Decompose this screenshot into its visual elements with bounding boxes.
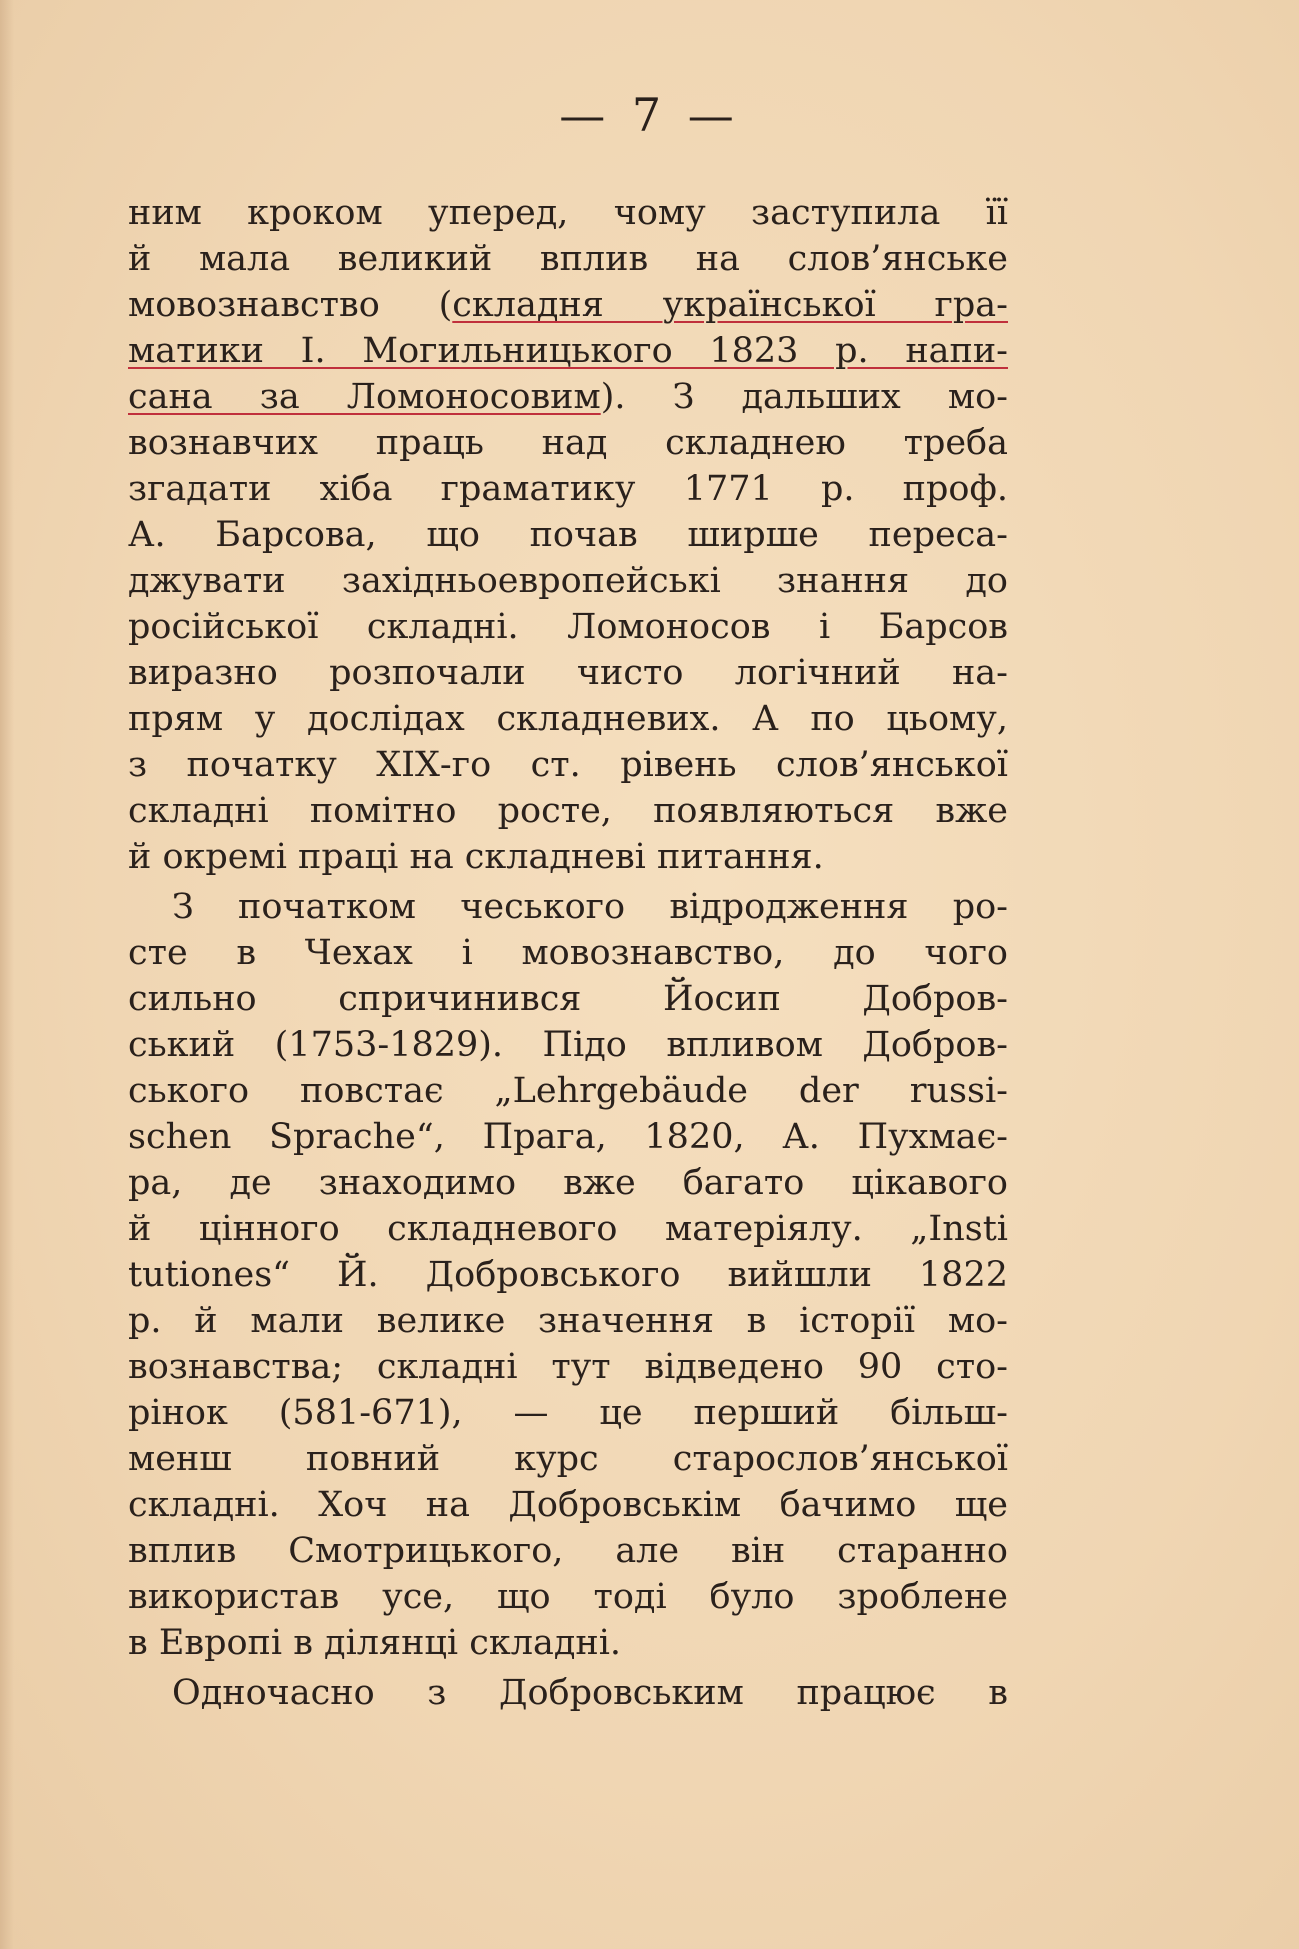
text-line: сильно спричинився Йосип Добров- [128, 979, 1008, 1019]
text-line: ним кроком уперед, чому заступила її [128, 193, 1008, 233]
page-number: — 7 — [559, 88, 740, 142]
text-line: schen Sprache“, Прага, 1820, А. Пухмає- [128, 1117, 1008, 1157]
text-line: мовознавство (складня української гра- [128, 285, 1008, 325]
text-line: ського повстає „Lehrgebäude der russi- [128, 1071, 1008, 1111]
text-line: в Европі в ділянці складні. [128, 1623, 622, 1663]
text-line: російської складні. Ломоносов і Барсов [128, 607, 1008, 647]
text-line [128, 328, 1008, 374]
underlined-passage: сана за Ломоносовим [128, 377, 601, 417]
text-line: з початку ХІХ-го ст. рівень слов’янської [128, 745, 1008, 785]
text-line: сана за Ломоносовим). З дальших мо- [128, 377, 1008, 417]
text-line: tutiones“ Й. Добровського вийшли 1822 [128, 1255, 1008, 1295]
text-line: складні помітно росте, появляються вже [128, 791, 1008, 831]
text-line: прям у дослідах складневих. А по цьому, [128, 699, 1008, 739]
text-line: ра, де знаходимо вже багато цікавого [128, 1163, 1008, 1203]
text-line: р. й мали велике значення в історії мо- [128, 1301, 1008, 1341]
page-spine-shadow [0, 0, 14, 1949]
text-line: А. Барсова, що почав ширше переса- [128, 515, 1008, 555]
text-line: й мала великий вплив на слов’янське [128, 239, 1008, 279]
text-line: вознавства; складні тут відведено 90 сто- [128, 1347, 1008, 1387]
text-line: й окремі праці на складневі питання. [128, 837, 824, 877]
text-line: джувати західньоевропейські знання до [128, 561, 1008, 601]
underlined-passage: матики І. Могильницького 1823 р. напи- [128, 331, 1008, 371]
text-line: менш повний курс старослов’янської [128, 1439, 1008, 1479]
text-line: й цінного складневого матеріялу. „Insti [128, 1209, 1008, 1249]
text-line: вплив Смотрицького, але він старанно [128, 1531, 1008, 1571]
text-line: використав усе, що тоді було зроблене [128, 1577, 1008, 1617]
text-line: складні. Хоч на Добровськім бачимо ще [128, 1485, 1008, 1525]
text-line: сте в Чехах і мовознавство, до чого [128, 933, 1008, 973]
text-line: Одночасно з Добровським працює в [172, 1673, 1008, 1713]
text-line: З початком чеського відродження ро- [172, 887, 1008, 927]
text-line: згадати хіба граматику 1771 р. проф. [128, 469, 1008, 509]
text-line: рінок (581-671), — це перший більш- [128, 1393, 1008, 1433]
text-line: виразно розпочали чисто логічний на- [128, 653, 1008, 693]
underlined-passage: складня української гра- [452, 285, 1008, 325]
text-line: ський (1753-1829). Підо впливом Добров- [128, 1025, 1008, 1065]
text-line: вознавчих праць над складнею треба [128, 423, 1008, 463]
